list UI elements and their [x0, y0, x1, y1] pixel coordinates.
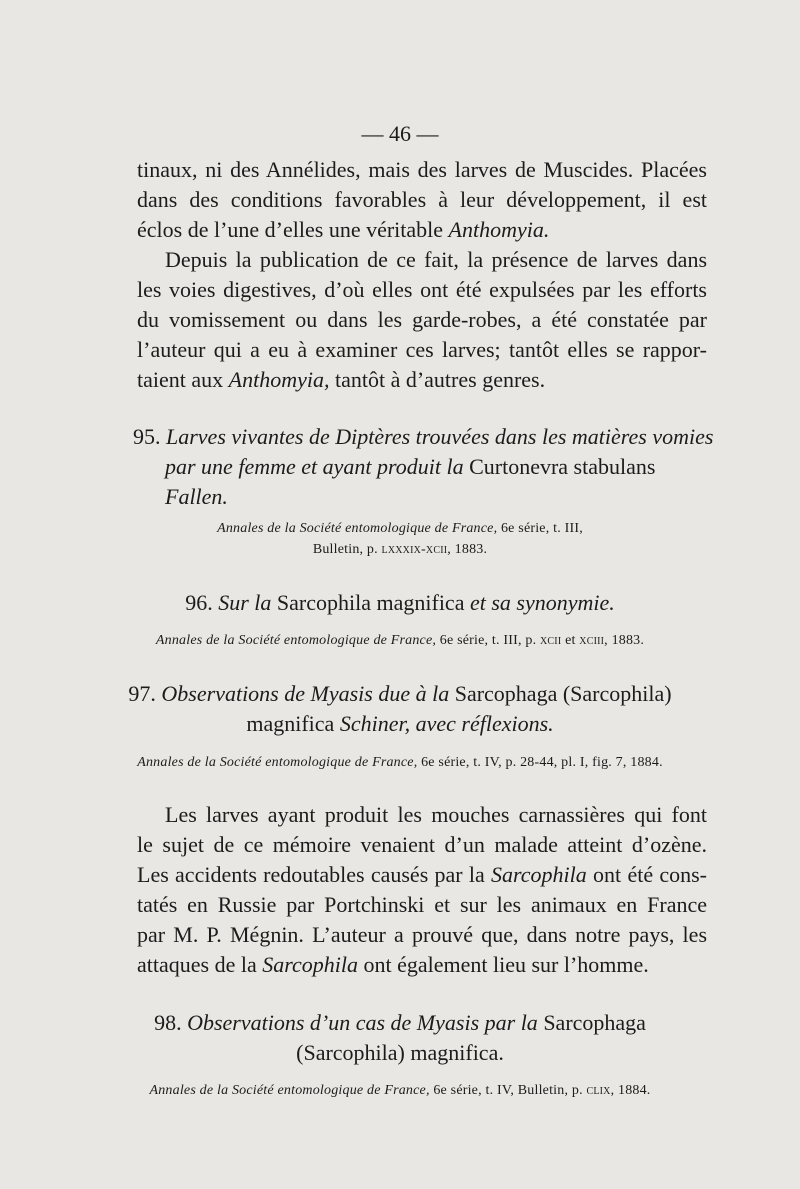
text-line: tinaux, ni des Annélides, mais des larves de Muscides. Placées [137, 157, 707, 182]
text-line: dans des conditions favorables à leur développement, il est [137, 187, 707, 212]
entry-95-title-line: Fallen. [165, 484, 228, 509]
text-line: tatés en Russie par Portchinski et sur les animaux en France [137, 892, 707, 917]
text-line: Les larves ayant produit les mouches carnassières qui font [165, 802, 707, 827]
entry-95-citation-line: Bulletin, p. lxxxix-xcii, 1883. [312, 542, 488, 557]
entry-98-citation: Annales de la Société entomologique de France, 6e série, t. IV, Bulletin, p. clix, 1884. [149, 1083, 651, 1098]
entry-97-citation: Annales de la Société entomologique de France, 6e série, t. IV, p. 28-44, pl. I, fig. 7, 1884. [137, 755, 663, 770]
entry-98-title-line: (Sarcophila) magnifica. [296, 1040, 504, 1065]
text-line: les voies digestives, d’où elles ont été expulsées par les efforts [137, 277, 707, 302]
entry-97-title-line: magnifica Schiner, avec réflexions. [246, 711, 554, 736]
entry-98-title: 98. Observations d’un cas de Myasis par la Sarcophaga [154, 1010, 646, 1035]
entry-96-citation: Annales de la Société entomologique de France, 6e série, t. III, p. xcii et xciii, 1883. [155, 633, 645, 648]
entry-96-title: 96. Sur la Sarcophila magnifica et sa synonymie. [185, 590, 615, 615]
text-line: attaques de la Sarcophila ont également lieu sur l’homme. [137, 952, 649, 977]
text-line: par M. P. Mégnin. L’auteur a prouvé que, dans notre pays, les [137, 922, 707, 947]
text-line: taient aux Anthomyia, tantôt à d’autres genres. [137, 367, 546, 392]
entry-95-title: 95. Larves vivantes de Diptères trouvées dans les matières vomies [133, 424, 714, 449]
text-line: le sujet de ce mémoire venaient d’un malade atteint d’ozène. [137, 832, 707, 857]
text-line: Depuis la publication de ce fait, la présence de larves dans [165, 247, 707, 272]
entry-97-title: 97. Observations de Myasis due à la Sarcophaga (Sarcophila) [128, 681, 672, 706]
page-number: — 46 — [361, 121, 439, 146]
entry-95-citation: Annales de la Société entomologique de France, 6e série, t. III, [217, 521, 583, 536]
text-line: du vomissement ou dans les garde-robes, a été constatée par [137, 307, 707, 332]
text-line: Les accidents redoutables causés par la Sarcophila ont été cons- [137, 862, 708, 887]
text-line: l’auteur qui a eu à examiner ces larves; tantôt elles se rappor- [137, 337, 707, 362]
text-line: éclos de l’une d’elles une véritable Anthomyia. [137, 217, 550, 242]
entry-95-title-line: par une femme et ayant produit la Curtonevra stabulans [165, 454, 656, 479]
